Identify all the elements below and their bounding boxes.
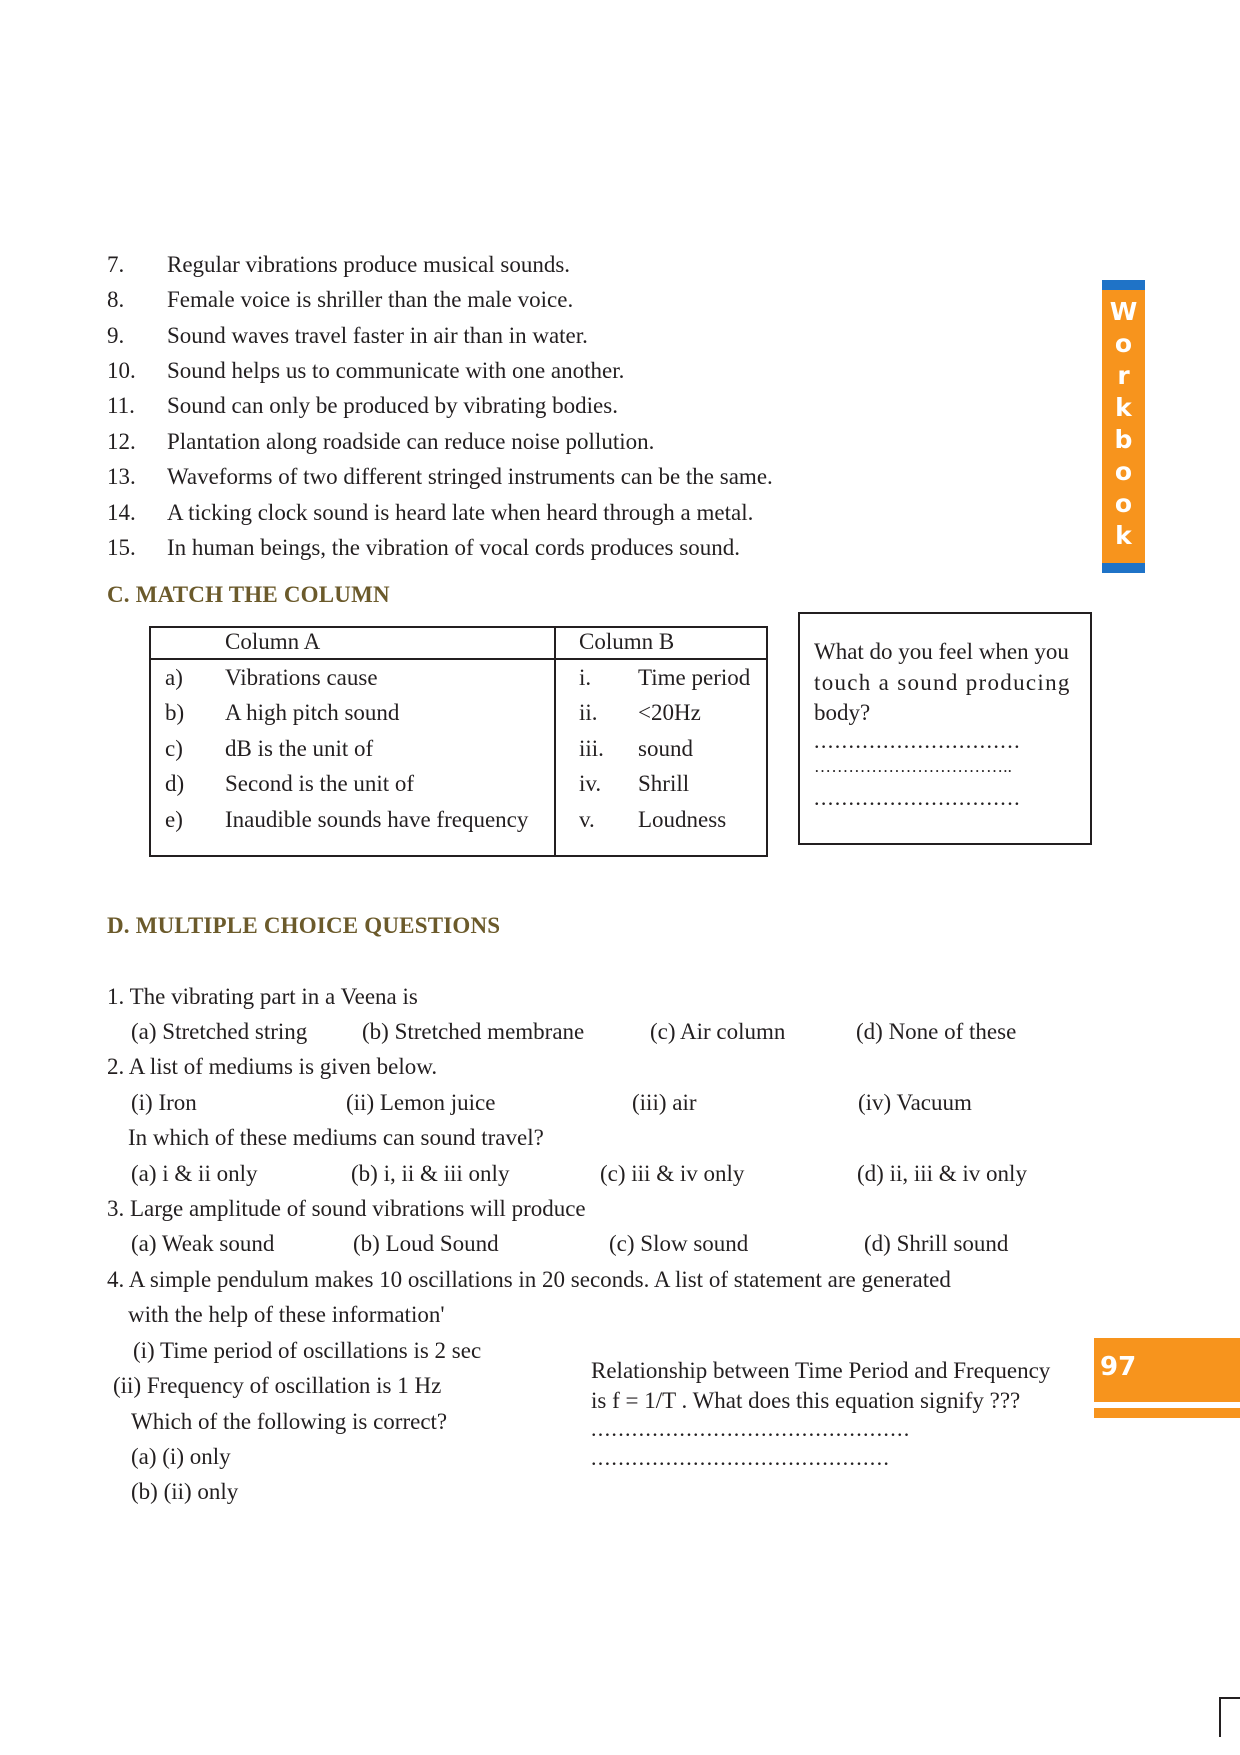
statement-text: Sound can only be produced by vibrating bodies. — [167, 393, 618, 418]
statement-text: Regular vibrations produce musical sounds. — [167, 252, 571, 277]
medium-item: (iv) Vacuum — [858, 1090, 972, 1115]
option: (a) (i) only — [131, 1444, 231, 1469]
crop-mark — [1219, 1697, 1221, 1737]
statement-text: Waveforms of two different stringed instruments can be the same. — [167, 464, 773, 489]
statement-text: Sound helps us to communicate with one another. — [167, 358, 625, 383]
statement-number: 9. — [107, 323, 125, 348]
row-a-label: e) — [165, 807, 183, 832]
medium-item: (i) Iron — [131, 1090, 197, 1115]
row-b-label: v. — [579, 807, 595, 832]
row-a-label: c) — [165, 736, 183, 761]
workbook-side-tab — [1102, 290, 1145, 563]
statement-text: In human beings, the vibration of vocal cords produces sound. — [167, 535, 740, 560]
workbook-letter: o — [1114, 457, 1133, 486]
row-a-text: Vibrations cause — [225, 665, 378, 690]
row-b-text: Loudness — [638, 807, 727, 832]
option: (c) Slow sound — [609, 1231, 749, 1256]
statement-option: (i) Time period of oscillations is 2 sec — [133, 1338, 482, 1363]
statement-number: 12. — [107, 429, 136, 454]
row-b-label: i. — [579, 665, 592, 690]
section-c-title: C. MATCH THE COLUMN — [107, 582, 390, 607]
row-b-label: iv. — [579, 771, 602, 796]
row-b-text: Time period — [638, 665, 751, 690]
workbook-letter: b — [1114, 425, 1133, 454]
workbook-tab-top-bar — [1102, 280, 1145, 290]
workbook-letter: W — [1109, 297, 1138, 326]
statement-text: Plantation along roadside can reduce noise pollution. — [167, 429, 655, 454]
think-question-line: What do you feel when you — [814, 639, 1069, 664]
option: (d) None of these — [856, 1019, 1017, 1044]
row-b-text: <20Hz — [638, 700, 701, 725]
row-a-text: Inaudible sounds have frequency — [225, 807, 529, 832]
medium-item: (iii) air — [632, 1090, 697, 1115]
answer-dotted-line: …………………………….. — [814, 757, 1013, 776]
statement-number: 14. — [107, 500, 136, 525]
crop-mark — [1221, 1697, 1240, 1699]
answer-dotted-line: .............................. — [814, 728, 1021, 753]
workbook-letter: k — [1115, 393, 1132, 422]
row-b-text: sound — [638, 736, 693, 761]
statement-number: 8. — [107, 287, 125, 312]
option: (a) i & ii only — [131, 1161, 258, 1186]
statement-number: 15. — [107, 535, 136, 560]
medium-item: (ii) Lemon juice — [346, 1090, 496, 1115]
option: (a) Stretched string — [131, 1019, 308, 1044]
workbook-tab-bottom-bar — [1102, 563, 1145, 573]
question-sub: Which of the following is correct? — [131, 1409, 448, 1434]
workbook-letter: k — [1115, 521, 1132, 550]
workbook-letter: o — [1114, 489, 1133, 518]
row-a-text: A high pitch sound — [225, 700, 400, 725]
relationship-note-line: is f = 1/T . What does this equation signify ??? — [591, 1388, 1021, 1413]
question-stem: 4. A simple pendulum makes 10 oscillations in 20 seconds. A list of statement are generated — [107, 1267, 951, 1292]
statement-option: (ii) Frequency of oscillation is 1 Hz — [113, 1373, 442, 1398]
section-d-title: D. MULTIPLE CHOICE QUESTIONS — [107, 913, 501, 938]
statement-number: 10. — [107, 358, 136, 383]
row-b-text: Shrill — [638, 771, 690, 796]
relationship-note-line: Relationship between Time Period and Frequency — [591, 1358, 1051, 1383]
question-stem: with the help of these information' — [128, 1302, 445, 1327]
option: (c) iii & iv only — [600, 1161, 745, 1186]
option: (b) (ii) only — [131, 1479, 239, 1504]
statement-number: 7. — [107, 252, 125, 277]
column-b-header: Column B — [579, 629, 675, 654]
question-stem: 2. A list of mediums is given below. — [107, 1054, 438, 1079]
question-sub: In which of these mediums can sound travel? — [128, 1125, 544, 1150]
option: (d) ii, iii & iv only — [857, 1161, 1027, 1186]
statement-text: Sound waves travel faster in air than in water. — [167, 323, 588, 348]
row-a-label: a) — [165, 665, 183, 690]
row-a-label: b) — [165, 700, 185, 725]
row-a-text: dB is the unit of — [225, 736, 374, 761]
answer-dotted-line: ............................................ — [591, 1445, 891, 1470]
row-a-text: Second is the unit of — [225, 771, 415, 796]
row-a-label: d) — [165, 771, 185, 796]
page-number: 97 — [1100, 1352, 1137, 1382]
table-column-divider — [554, 628, 556, 855]
workbook-letter: r — [1117, 361, 1130, 390]
question-stem: 3. Large amplitude of sound vibrations will produce — [107, 1196, 586, 1221]
answer-dotted-line: .............................. — [814, 785, 1021, 810]
column-a-header: Column A — [225, 629, 321, 654]
think-question-line: body? — [814, 700, 871, 725]
row-b-label: ii. — [579, 700, 598, 725]
workbook-letter: o — [1114, 329, 1133, 358]
statement-text: Female voice is shriller than the male voice. — [167, 287, 574, 312]
option: (b) i, ii & iii only — [351, 1161, 510, 1186]
answer-dotted-line: ............................................... — [591, 1416, 911, 1441]
row-b-label: iii. — [579, 736, 604, 761]
table-header-divider — [151, 658, 766, 660]
think-question-line: touch a sound producing — [814, 670, 1071, 695]
page-number-underline — [1094, 1408, 1240, 1418]
option: (b) Loud Sound — [353, 1231, 499, 1256]
option: (a) Weak sound — [131, 1231, 275, 1256]
option: (c) Air column — [650, 1019, 786, 1044]
question-stem: 1. The vibrating part in a Veena is — [107, 984, 418, 1009]
statement-number: 13. — [107, 464, 136, 489]
option: (d) Shrill sound — [864, 1231, 1009, 1256]
statement-text: A ticking clock sound is heard late when heard through a metal. — [167, 500, 754, 525]
statement-number: 11. — [107, 393, 135, 418]
option: (b) Stretched membrane — [362, 1019, 585, 1044]
